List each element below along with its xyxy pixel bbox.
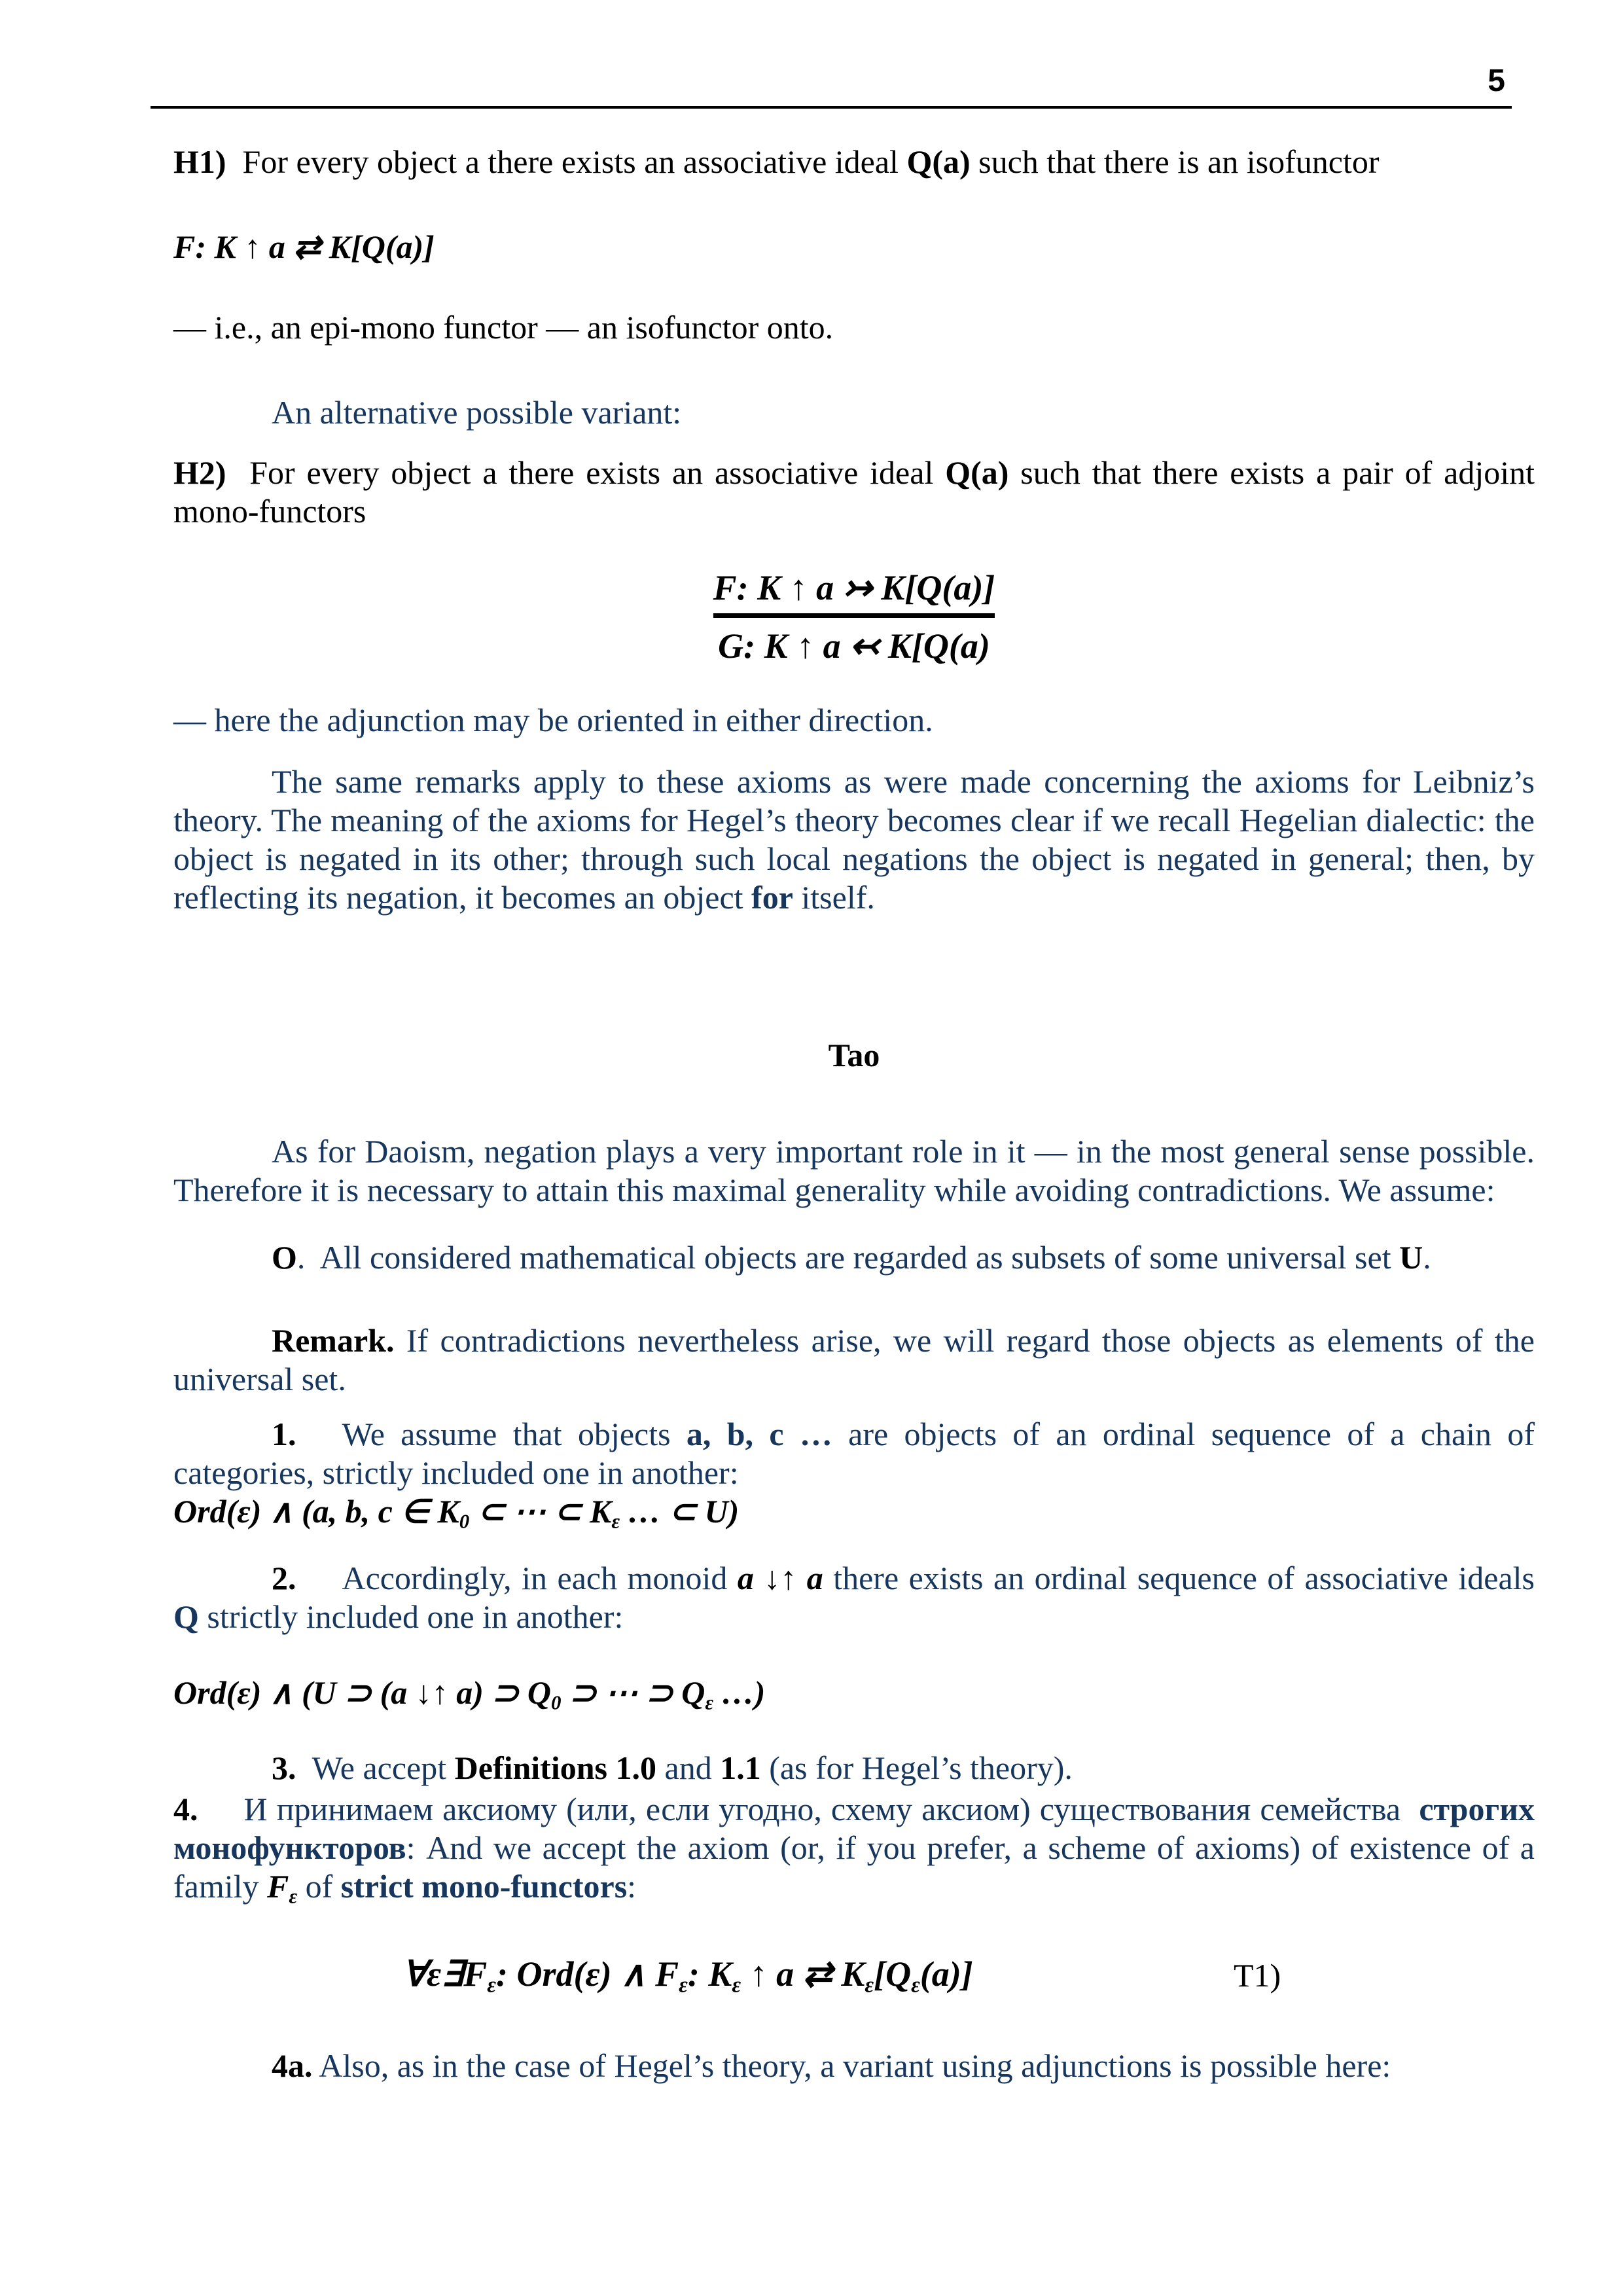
text-run: such that there is an isofunctor — [970, 143, 1380, 180]
paragraph-epi-mono — [173, 308, 1535, 347]
text-run: 1. — [272, 1416, 296, 1452]
paragraph-either-direction — [173, 701, 1535, 740]
text-run: The same remarks apply to these axioms as were made concerning the axioms for Leibniz’s theory. The meaning of the axioms for Hegel’s theory becomes clear if we recall Hegelian dialectic: the object is negated in its other; through such local negations the object is negated in general; then, by reflecting its negation, it becomes an object — [173, 763, 1535, 916]
text-run: ε — [611, 1509, 620, 1533]
text-run: F — [267, 1868, 289, 1905]
text-run: F: K ↑ a ⇄ K[Q(a)] — [173, 228, 435, 265]
text-run: such that there exists a pair of adjoint mono-functors — [173, 454, 1535, 529]
text-run: 2. — [272, 1560, 296, 1596]
paragraph-item-4 — [173, 1790, 1535, 1906]
text-run: И принимаем аксиому (или, если угодно, схему аксиом) существования семейства — [243, 1791, 1419, 1827]
text-run: Accordingly, in each monoid — [342, 1560, 738, 1596]
text-run: ε — [289, 1884, 298, 1908]
paragraph-h2-axiom — [173, 454, 1535, 531]
text-run: there exists an ordinal sequence of associative ideals — [823, 1560, 1535, 1596]
formula-mono-functor-f — [713, 566, 995, 618]
text-run: 1.1 — [720, 1749, 761, 1786]
text-run: 0 — [459, 1509, 470, 1533]
text-run: Remark. — [272, 1322, 395, 1359]
text-run: Q(a) — [945, 454, 1009, 491]
text-run: We assume that objects — [342, 1416, 687, 1452]
paragraph-item-2 — [173, 1559, 1535, 1636]
paragraph-item-3 — [173, 1749, 1535, 1787]
header-rule — [151, 106, 1512, 109]
adjunction-block — [713, 566, 995, 668]
formula-t1-row — [173, 1952, 1535, 2011]
text-run: : Ord(ε) ∧ F — [495, 1954, 679, 1994]
section-heading-tao: Tao — [828, 1037, 880, 1073]
text-run: : K — [687, 1954, 732, 1994]
text-run: [Q — [874, 1954, 912, 1994]
text-run: (as for Hegel’s theory). — [760, 1749, 1073, 1786]
text-run: ε — [679, 1973, 688, 1998]
text-run: of — [297, 1868, 341, 1905]
text-run: ⊃ ⋯ ⊃ Q — [561, 1674, 705, 1711]
text-run: For every object a there exists an associative ideal — [226, 454, 946, 491]
formula-adjoint-pair — [173, 566, 1535, 668]
text-run: H1) — [173, 143, 226, 180]
text-run: As for Daoism, negation plays a very important role in it — in the most general sense possible. Therefore it is necessary to attain this maximal generality while avoiding contradictions. We assume: — [173, 1133, 1535, 1208]
text-run: Definitions 1.0 — [454, 1749, 656, 1786]
paragraph-item-1 — [173, 1415, 1535, 1492]
paragraph-item-4a — [173, 2047, 1535, 2085]
text-run: a ↓↑ a — [737, 1560, 823, 1596]
paragraph-axiom-o — [173, 1238, 1535, 1277]
text-run: ε — [865, 1973, 874, 1998]
text-run: For every object a there exists an associative ideal — [226, 143, 907, 180]
paragraph-remark — [173, 1321, 1535, 1399]
text-run: strict mono-functors — [340, 1868, 628, 1905]
text-run: строгих монофункторов — [173, 1791, 1535, 1866]
text-run: U — [1399, 1239, 1423, 1276]
text-run: We accept — [296, 1749, 455, 1786]
text-run: ε — [705, 1691, 714, 1714]
text-run: … ⊂ U) — [620, 1493, 740, 1530]
text-run: 4a. — [272, 2047, 313, 2084]
text-run: G: K ↑ a ↢ K[Q(a) — [718, 626, 990, 666]
text-run: : And we accept the axiom (or, if you prefer, a scheme of axioms) of existence of a family — [173, 1829, 1535, 1905]
text-run: ε — [732, 1973, 741, 1998]
text-run: Also, as in the case of Hegel’s theory, a variant using adjunctions is possible here: — [312, 2047, 1391, 2084]
text-run: F: K ↑ a ↣ K[Q(a)] — [713, 568, 995, 607]
text-run: Ord(ε) ∧ (a, b, c ∈ K — [173, 1493, 459, 1530]
formula-t1-label: T1) — [1234, 1957, 1281, 1994]
text-run: . — [1423, 1239, 1431, 1276]
text-run: — i.e., an epi-mono functor — an isofunctor onto. — [173, 309, 834, 346]
text-run: O — [272, 1239, 297, 1276]
page-number: 5 — [1488, 63, 1505, 98]
text-run: Q — [173, 1598, 199, 1635]
text-run: ε — [487, 1973, 496, 1998]
text-run: An alternative possible variant: — [272, 394, 682, 431]
text-run: — here the adjunction may be oriented in either direction. — [173, 702, 933, 738]
formula-mono-functor-g — [713, 618, 995, 668]
text-run: are objects of an ordinal sequence of a chain of categories, strictly included one in another: — [173, 1416, 1535, 1491]
text-run: and — [656, 1749, 721, 1786]
paragraph-alternative-variant — [173, 393, 1535, 432]
text-run: (a)] — [919, 1954, 973, 1994]
text-run: ⊂ ⋯ ⊂ K — [469, 1493, 612, 1530]
paragraph-same-remarks — [173, 762, 1535, 917]
text-run: a, b, c … — [686, 1416, 832, 1452]
text-run: 0 — [550, 1691, 562, 1714]
text-run: itself. — [793, 879, 875, 916]
text-run: ∀ε∃F — [402, 1954, 488, 1994]
text-run: 4. — [173, 1791, 198, 1827]
text-run: Q(a) — [906, 143, 971, 180]
text-run: . All considered mathematical objects are regarded as subsets of some universal set — [296, 1239, 1400, 1276]
text-run: : — [627, 1868, 637, 1905]
formula-ideal-chain — [173, 1674, 1535, 1712]
text-run: Ord(ε) ∧ (U ⊃ (a ↓↑ a) ⊃ Q — [173, 1674, 551, 1711]
paragraph-h1-axiom — [173, 143, 1535, 181]
formula-t1 — [402, 1952, 973, 1996]
page-content — [173, 124, 1535, 2085]
formula-isofunctor — [173, 228, 1535, 266]
text-run: strictly included one in another: — [198, 1598, 624, 1635]
text-run: 3. — [272, 1749, 296, 1786]
text-run: for — [751, 879, 793, 916]
text-run: …) — [713, 1674, 766, 1711]
text-run: H2) — [173, 454, 226, 491]
text-run: If contradictions nevertheless arise, we will regard those objects as elements of the universal set. — [173, 1322, 1535, 1397]
paragraph-daoism — [173, 1132, 1535, 1210]
text-run: ε — [911, 1973, 920, 1998]
formula-ordinal-chain — [173, 1492, 1535, 1531]
text-run: ↑ a ⇄ K — [741, 1954, 865, 1994]
